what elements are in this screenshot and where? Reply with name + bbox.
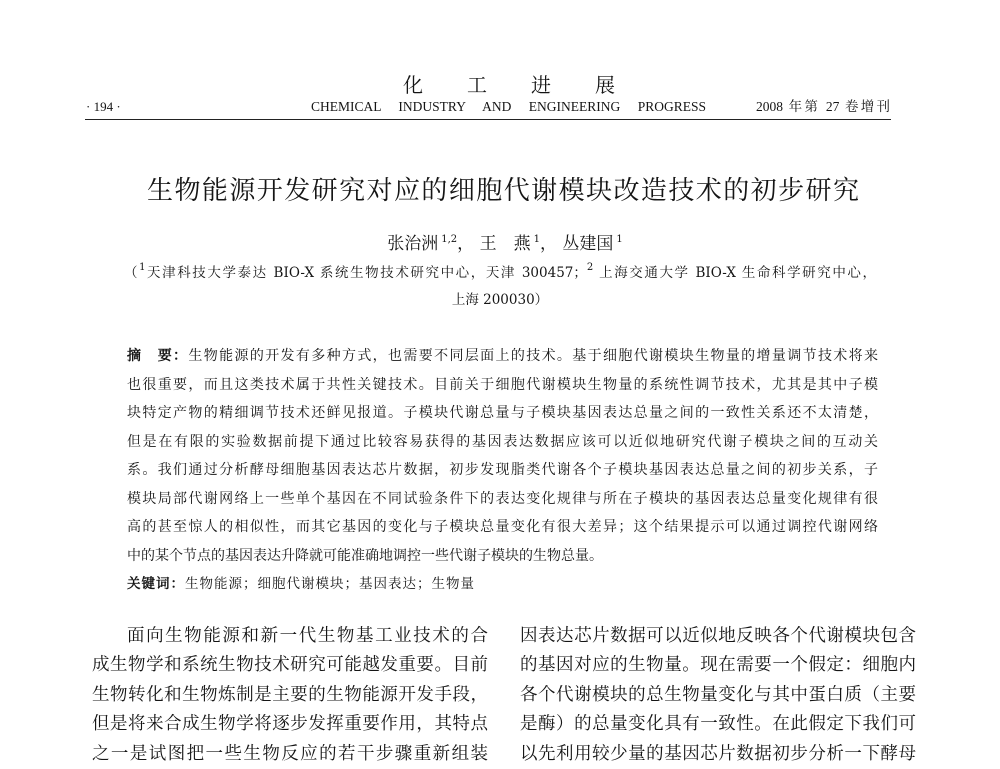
abstract-label: 摘 要： (127, 348, 189, 364)
author-line (360, 231, 650, 257)
keywords-label: 关键词： (127, 576, 185, 592)
author-affiliation-mark: 1 (533, 234, 540, 245)
body-line: 各个代谢模块的总生物量变化与其中蛋白质（主要 (520, 684, 916, 705)
abstract-line (127, 342, 878, 371)
keywords (127, 570, 878, 599)
body-line: 的基因对应的生物量。现在需要一个假定：细胞内 (520, 655, 916, 676)
affiliation-open-paren: （ (124, 265, 140, 281)
keywords-text: 生物能源；细胞代谢模块；基因表达；生物量 (185, 576, 475, 592)
abstract-line: 中的某个节点的基因表达升降就可能准确地调控一些代谢子模块的生物总量。 (127, 547, 603, 564)
page-number: · 194 · (86, 99, 121, 114)
author-affiliation-mark: 1 (616, 234, 623, 245)
author-separator: ， (539, 234, 557, 254)
header-rule (85, 119, 891, 120)
author-affiliation-mark: 1,2 (441, 234, 458, 245)
abstract-line: 但是在有限的实验数据前提下通过比较容易获得的基因表达数据应该可以近似地研究代谢子模块之间的互动关 (127, 433, 878, 450)
journal-title-en: CHEMICAL INDUSTRY AND ENGINEERING PROGRESS (311, 99, 706, 114)
affiliation-continuation: 上海 200030） (451, 292, 549, 308)
author-separator: ， (457, 234, 475, 254)
body-line: 生物转化和生物炼制是主要的生物能源开发手段， (92, 684, 488, 705)
body-column-right (520, 622, 916, 769)
journal-title-cn: 化 工 进 展 (403, 73, 615, 97)
affiliation-text: 天津科技大学泰达 BIO-X 系统生物技术研究中心，天津 300457； (145, 265, 587, 281)
abstract-line: 高的甚至惊人的相似性，而其它基因的变化与子模块总量变化有很大差异；这个结果提示可以通过调控代谢网络 (127, 519, 878, 535)
body-line: 以先利用较少量的基因芯片数据初步分析一下酵母 (520, 743, 916, 764)
body-line: 但是将来合成生物学将逐步发挥重要作用，其特点 (92, 714, 488, 735)
affiliation-line (124, 262, 876, 284)
abstract-line: 也很重要，而且这类技术属于共性关键技术。目前关于细胞代谢模块生物量的系统性调节技术，尤其是其中子模 (127, 376, 878, 393)
body-line: 面向生物能源和新一代生物基工业技术的合 (127, 626, 488, 646)
body-line: 之一是试图把一些生物反应的若干步骤重新组装 (92, 743, 488, 764)
abstract-line: 模块局部代谢网络上一些单个基因在不同试验条件下的表达变化规律与所在子模块的基因表达总量变化规律有很 (127, 490, 878, 507)
author-name: 张治洲 (387, 234, 439, 254)
affiliation-mark: 2 (586, 262, 594, 273)
issue-info: 2008 年第 27 卷增刊 (756, 99, 890, 114)
author-name: 丛建国 (562, 234, 614, 254)
abstract (127, 342, 878, 599)
affiliation-mark: 1 (139, 262, 146, 273)
body-line: 是酶）的总量变化具有一致性。在此假定下我们可 (520, 714, 916, 735)
body-line: 成生物学和系统生物技术研究可能越发重要。目前 (92, 655, 488, 676)
author-name: 王 燕 (479, 234, 531, 254)
body-line: 因表达芯片数据可以近似地反映各个代谢模块包含 (520, 626, 916, 646)
abstract-line: 系。我们通过分析酵母细胞基因表达芯片数据，初步发现脂类代谢各个子模块基因表达总量之间的初步关系，子 (127, 462, 878, 478)
paper-title: 生物能源开发研究对应的细胞代谢模块改造技术的初步研究 (147, 176, 859, 206)
abstract-line: 块特定产物的精细调节技术还鲜见报道。子模块代谢总量与子模块基因表达总量之间的一致性关系还不太清楚， (127, 405, 878, 421)
abstract-text: 生物能源的开发有多种方式，也需要不同层面上的技术。基于细胞代谢模块生物量的增量调节技术将来 (188, 348, 878, 364)
body-column-left (92, 622, 488, 769)
affiliation-text: 上海交通大学 BIO-X 生命科学研究中心， (593, 265, 876, 281)
